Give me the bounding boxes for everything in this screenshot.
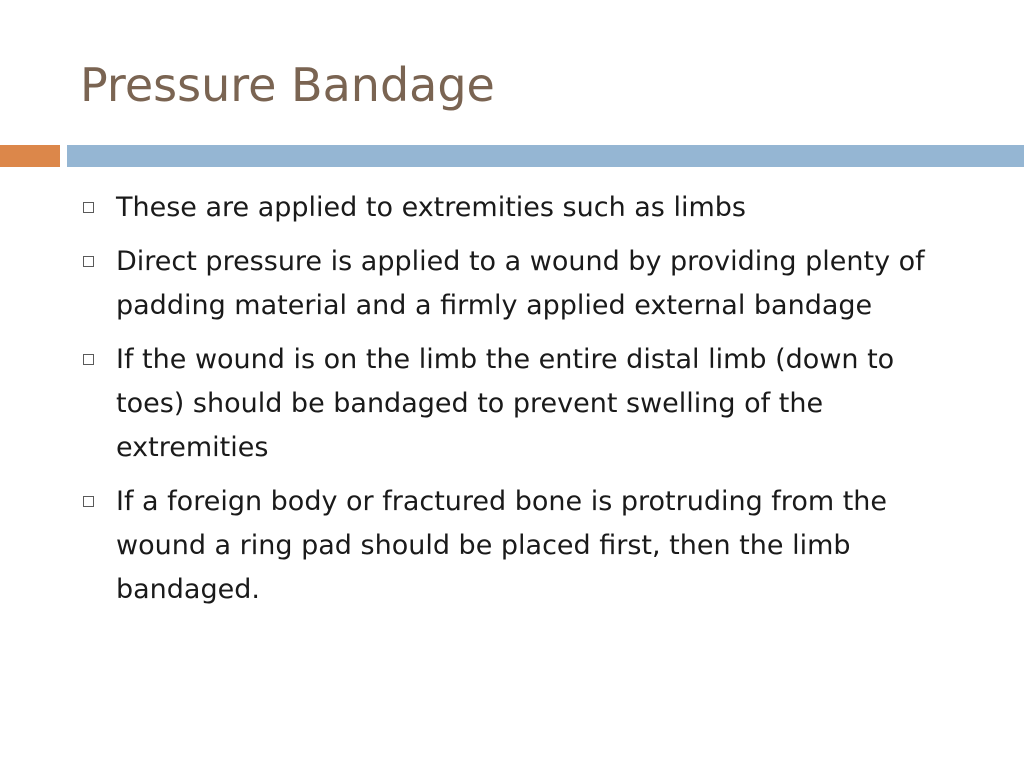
slide-title: Pressure Bandage bbox=[80, 58, 495, 112]
bullet-text: Direct pressure is applied to a wound by providing plenty of padding material and a firmly applied external bandage bbox=[116, 246, 925, 321]
title-rule-accent-right bbox=[67, 145, 1024, 167]
hollow-square-bullet-icon bbox=[83, 256, 94, 267]
bullet-text: These are applied to extremities such as limbs bbox=[116, 192, 746, 223]
bullet-item bbox=[80, 338, 960, 470]
bullet-text: If the wound is on the limb the entire distal limb (down to toes) should be bandaged to prevent swelling of the extremities bbox=[116, 344, 895, 463]
hollow-square-bullet-icon bbox=[83, 202, 94, 213]
bullet-item bbox=[80, 480, 960, 612]
bullet-list bbox=[80, 186, 960, 622]
bullet-text: If a foreign body or fractured bone is protruding from the wound a ring pad should be placed first, then the limb bandaged. bbox=[116, 486, 888, 605]
title-rule-accent-left bbox=[0, 145, 60, 167]
hollow-square-bullet-icon bbox=[83, 354, 94, 365]
hollow-square-bullet-icon bbox=[83, 496, 94, 507]
bullet-item bbox=[80, 186, 960, 230]
bullet-item bbox=[80, 240, 960, 328]
